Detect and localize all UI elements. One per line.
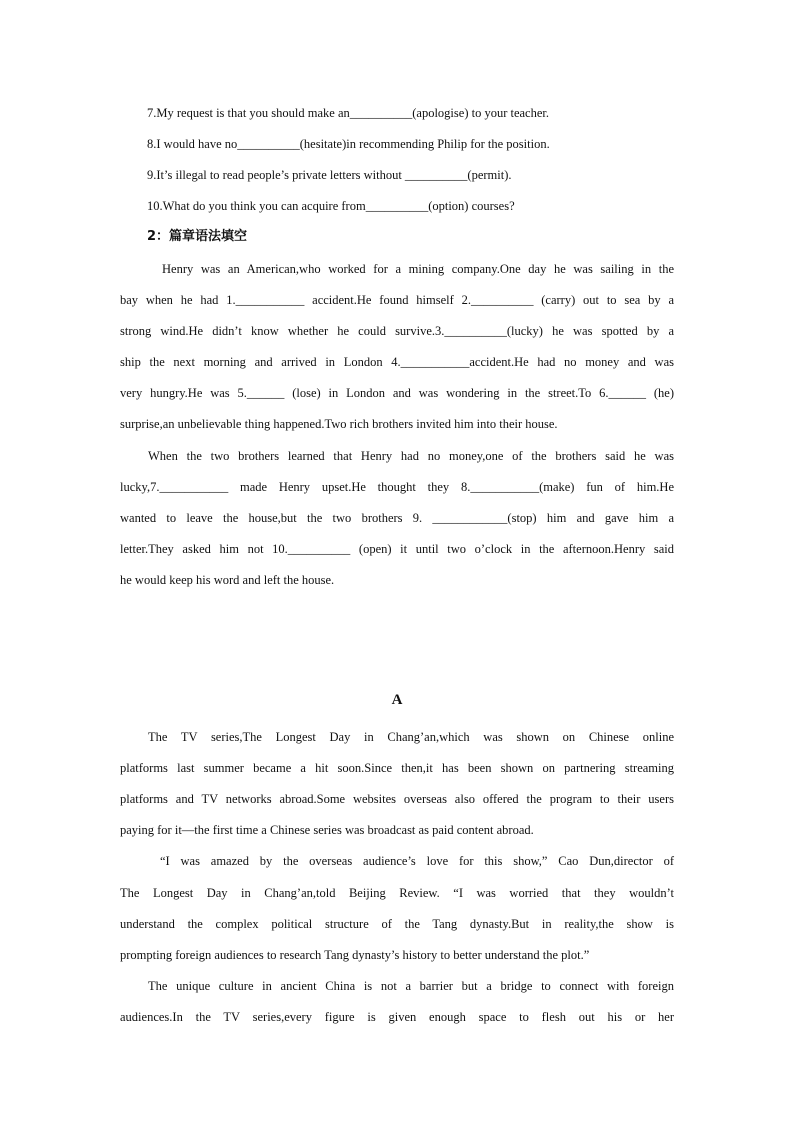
reading-line: The unique culture in ancient China is not a barrier but a bridge to connect with foreign bbox=[148, 979, 674, 993]
reading-line: The Longest Day in Chang’an,told Beijing Review. “I was worried that they wouldn’t bbox=[120, 886, 674, 900]
passage-line: he would keep his word and left the house. bbox=[120, 573, 335, 587]
passage-line: strong wind.He didn’t know whether he could survive.3.__________(lucky) he was spotted by a bbox=[120, 324, 674, 338]
passage-line: surprise,an unbelievable thing happened.Two rich brothers invited him into their house. bbox=[120, 417, 558, 431]
reading-title: A bbox=[391, 692, 403, 708]
exercise-item-9: 9.It’s illegal to read people’s private letters without __________(permit). bbox=[147, 168, 512, 182]
reading-line: understand the complex political structure of the Tang dynasty.But in reality,the show is bbox=[120, 917, 674, 931]
reading-line: The TV series,The Longest Day in Chang’an,which was shown on Chinese online bbox=[148, 730, 674, 744]
passage-line: bay when he had 1.___________ accident.He found himself 2.__________ (carry) out to sea by a bbox=[120, 293, 674, 307]
passage-line: wanted to leave the house,but the two brothers 9. ____________(stop) him and gave him a bbox=[120, 511, 674, 525]
exercise-item-7: 7.My request is that you should make an__________(apologise) to your teacher. bbox=[147, 106, 550, 120]
passage-line: ship the next morning and arrived in London 4.___________accident.He had no money and was bbox=[120, 355, 674, 369]
exercise-item-8: 8.I would have no__________(hesitate)in recommending Philip for the position. bbox=[147, 137, 550, 151]
section-heading: 2：篇章语法填空 bbox=[147, 229, 248, 244]
reading-line: “I was amazed by the overseas audience’s love for this show,” Cao Dun,director of bbox=[160, 854, 674, 868]
exercise-item-10: 10.What do you think you can acquire from__________(option) courses? bbox=[147, 199, 515, 213]
passage-line: When the two brothers learned that Henry had no money,one of the brothers said he was bbox=[148, 449, 674, 463]
passage-line: Henry was an American,who worked for a mining company.One day he was sailing in the bbox=[162, 262, 674, 276]
reading-line: platforms and TV networks abroad.Some websites overseas also offered the program to their users bbox=[120, 792, 674, 806]
reading-line: platforms last summer became a hit soon.Since then,it has been shown on partnering streaming bbox=[120, 761, 674, 775]
reading-line: paying for it—the first time a Chinese series was broadcast as paid content abroad. bbox=[120, 823, 534, 837]
passage-line: letter.They asked him not 10.__________ (open) it until two o’clock in the afternoon.Henry said bbox=[120, 542, 674, 556]
passage-line: very hungry.He was 5.______ (lose) in London and was wondering in the street.To 6.______ (he) bbox=[120, 386, 674, 400]
reading-line: audiences.In the TV series,every figure is given enough space to flesh out his or her bbox=[120, 1010, 674, 1024]
passage-line: lucky,7.___________ made Henry upset.He thought they 8.___________(make) fun of him.He bbox=[120, 480, 674, 494]
reading-line: prompting foreign audiences to research Tang dynasty’s history to better understand the plot.” bbox=[120, 948, 590, 962]
